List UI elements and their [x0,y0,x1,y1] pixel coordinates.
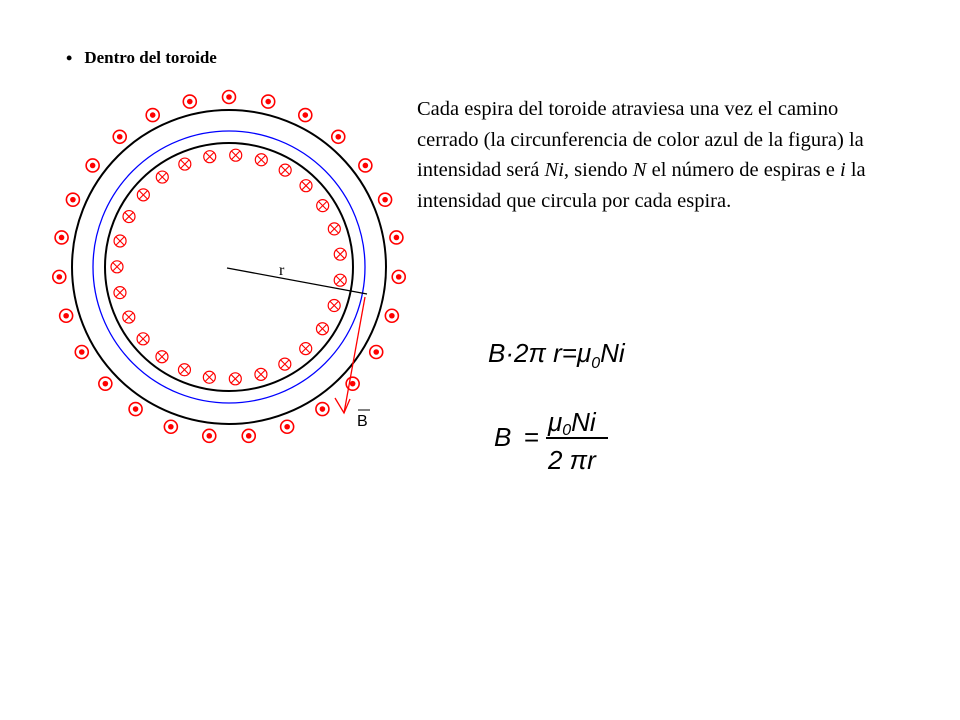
outer-conductor-dot [60,309,73,322]
inner-conductor-cross [317,200,329,212]
inner-conductor-cross [137,333,149,345]
outer-conductor-dot [146,109,159,122]
equation-field-result [492,402,632,487]
inner-conductor-cross [255,154,267,166]
inner-conductors-group [111,149,346,385]
inner-conductor-cross [111,261,123,273]
outer-conductor-dot [86,159,99,172]
outer-conductor-dot [183,95,196,108]
outer-conductor-dot [66,193,79,206]
radius-label: r [279,262,285,279]
outer-conductor-dot [379,193,392,206]
outer-conductor-dot [390,231,403,244]
outer-conductor-dot [203,429,216,442]
paragraph-text-3: el número de espiras e [646,159,841,181]
inner-conductor-cross [229,373,241,385]
outer-conductor-dot [75,346,88,359]
paragraph-text-2: , siendo [563,159,633,181]
toroid-inner-ring [105,143,353,391]
inner-conductor-cross [328,223,340,235]
paragraph-i: i [840,159,846,181]
inner-conductor-cross [255,368,267,380]
paragraph-text-1: Cada espira del toroide atraviesa una vez el camino cerrado (la circunferencia de color azul de la figura) la intensidad será [417,98,864,181]
equation-ampere-law [486,337,666,378]
inner-conductor-cross [178,364,190,376]
field-vector-line [344,297,365,413]
field-vector-arrowhead [335,398,350,413]
outer-conductor-dot [281,420,294,433]
field-label: B [357,413,368,430]
outer-conductor-dot [385,309,398,322]
eq2-lhs: B [494,422,512,452]
inner-conductor-cross [300,180,312,192]
outer-conductor-dot [164,420,177,433]
inner-conductor-cross [137,189,149,201]
eq2-denominator: 2 πr [548,445,596,475]
outer-conductor-dot [262,95,275,108]
inner-conductor-cross [279,358,291,370]
paragraph-text-4: la intensidad que circula por cada espira. [417,159,866,212]
inner-conductor-cross [156,351,168,363]
outer-conductor-dot [359,159,372,172]
outer-conductor-dot [223,91,236,104]
outer-conductor-dot [332,130,345,143]
amperian-path-circle [93,131,365,403]
outer-conductor-dot [55,231,68,244]
paragraph-ni: Ni [544,159,564,181]
eq2-num-rest: Ni [571,407,596,437]
inner-conductor-cross [114,235,126,247]
outer-conductor-dot [129,403,142,416]
paragraph-n: N [632,159,647,181]
outer-conductor-dot [242,429,255,442]
eq2-num-mu: μ [548,407,563,437]
inner-conductor-cross [334,274,346,286]
bullet-icon: • [66,48,73,68]
outer-conductor-dot [53,270,66,283]
inner-conductor-cross [316,323,328,335]
eq1-lhs: B·2π r [488,338,562,368]
outer-conductor-dot [370,346,383,359]
outer-conductor-dot [299,109,312,122]
inner-conductor-cross [114,287,126,299]
inner-conductor-cross [279,164,291,176]
outer-conductor-dot [113,130,126,143]
eq1-rhs: Ni [600,338,625,368]
inner-conductor-cross [123,211,135,223]
eq1-equals: = [561,338,577,368]
inner-conductor-cross [204,151,216,163]
eq1-mu: μ [576,338,592,368]
outer-conductor-dot [316,403,329,416]
outer-conductor-dot [99,377,112,390]
inner-conductor-cross [123,311,135,323]
inner-conductor-cross [328,299,340,311]
inner-conductor-cross [179,158,191,170]
eq2-num-sub: 0 [562,422,572,439]
inner-conductor-cross [334,248,346,260]
eq1-subscript: 0 [591,355,601,372]
heading-title: Dentro del toroide [84,48,217,67]
inner-conductor-cross [300,343,312,355]
eq2-equals: = [524,422,540,452]
inner-conductor-cross [230,149,242,161]
outer-conductor-dot [392,270,405,283]
eq2-numerator [547,407,597,439]
svg-text:B·2π r=μ0Ni [488,338,626,372]
inner-conductor-cross [203,371,215,383]
inner-conductor-cross [156,171,168,183]
